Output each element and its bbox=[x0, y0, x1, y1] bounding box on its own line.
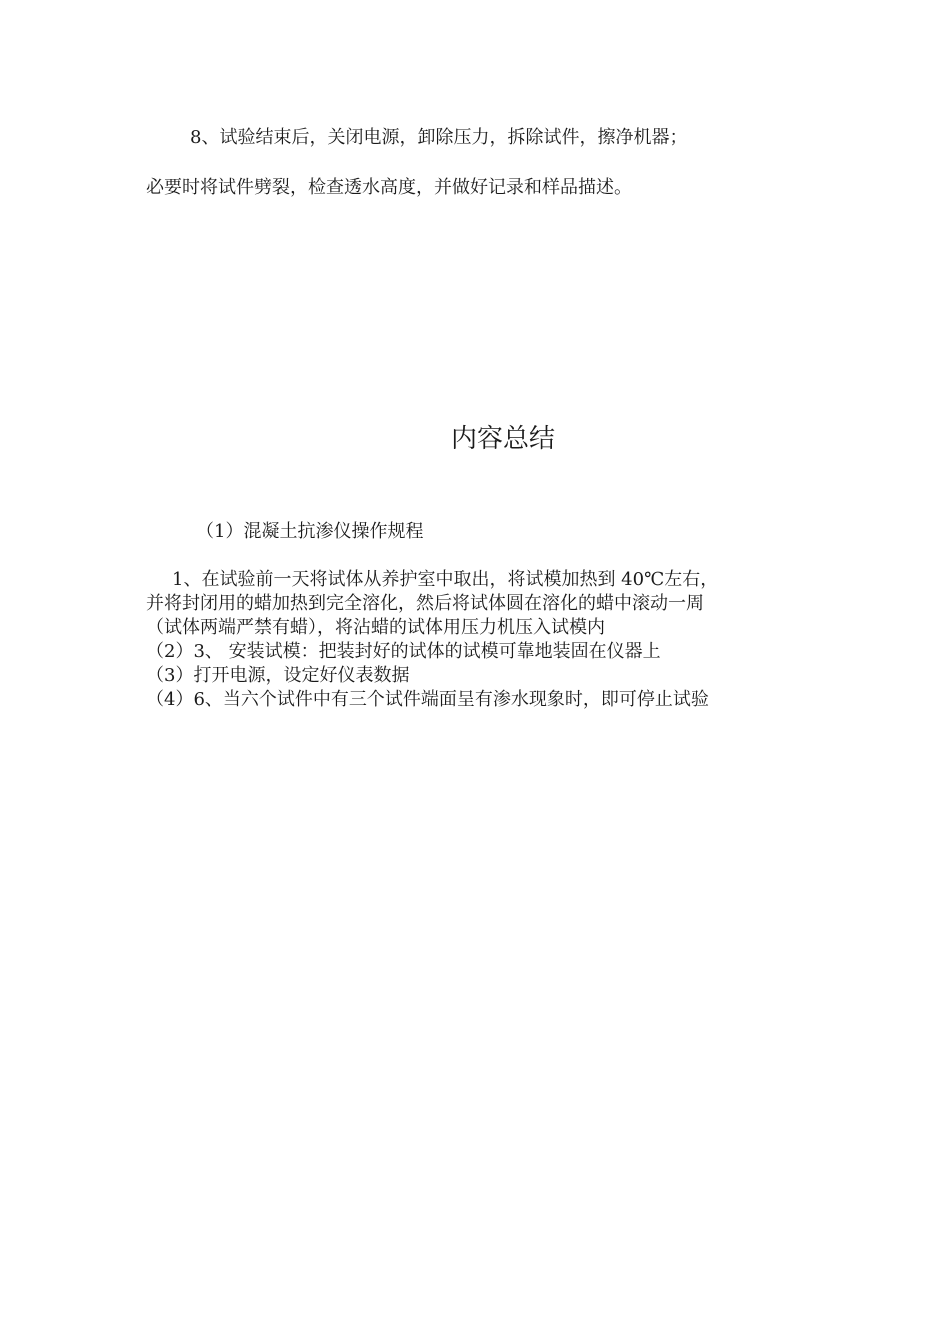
summary-line: （4）6、当六个试件中有三个试件端面呈有渗水现象时，即可停止试验 bbox=[146, 689, 709, 710]
intro-line-1: 8、试验结束后，关闭电源，卸除压力，拆除试件，擦净机器； bbox=[190, 127, 688, 148]
summary-line: 1、在试验前一天将试体从养护室中取出，将试模加热到 40℃左右， bbox=[172, 569, 719, 590]
summary-line: （试体两端严禁有蜡），将沾蜡的试体用压力机压入试模内 bbox=[146, 617, 605, 638]
intro-line-2: 必要时将试件劈裂，检查透水高度，并做好记录和样品描述。 bbox=[146, 177, 632, 198]
summary-line: （3）打开电源，设定好仪表数据 bbox=[146, 665, 410, 686]
summary-title: 内容总结 bbox=[450, 424, 555, 454]
summary-body bbox=[146, 568, 826, 712]
summary-line: 并将封闭用的蜡加热到完全溶化，然后将试体圆在溶化的蜡中滚动一周 bbox=[146, 593, 704, 614]
summary-subtitle: （1）混凝土抗渗仪操作规程 bbox=[196, 521, 424, 542]
summary-line: （2）3、 安装试模：把装封好的试体的试模可靠地装固在仪器上 bbox=[146, 641, 661, 662]
